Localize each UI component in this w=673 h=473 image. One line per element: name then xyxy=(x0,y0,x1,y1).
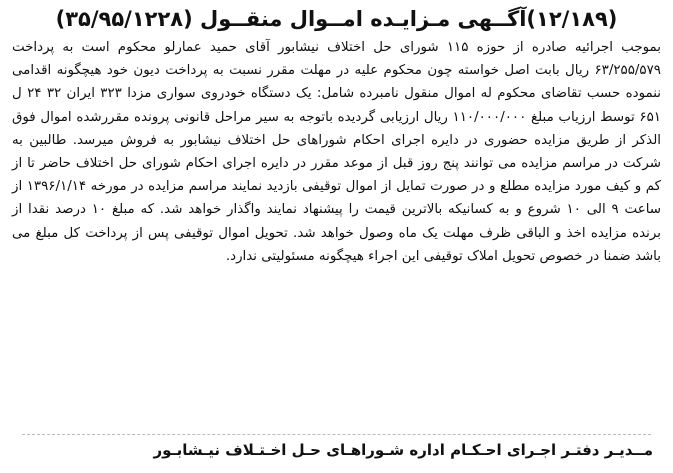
notice-body-text: بموجب اجرائیه صادره از حوزه ۱۱۵ شورای حل اختلاف نیشابور آقای حمید عمارلو محکوم است به پرداخت ۶۳/۲۵۵/۵۷۹ ریال بابت اصل خواسته چون محکوم علیه در مهلت مقرر نسبت به پرداخت دیون خود هیچگونه اقدامی ننموده حسب تقاضای محکوم له اموال منقول نامبرده شامل: یک دستگاه خودروی سواری مزدا ۳۲۳ ایران ۳۲ ۲۴ ل ۶۵۱ توسط ارزیاب مبلغ ۱۱۰/۰۰۰/۰۰۰ ریال ارزیابی گردیده باتوجه به سیر مراحل قانونی پرونده مقررشده اموال فوق الذکر از طریق مزایده حضوری در دایره اجرای احکام شوراهای حل اختلاف نیشابور به فروش میرسد. طالبین به شرکت در مراسم مزایده می توانند پنج روز قبل از موعد مقرر در دایره اجرای احکام شورای حل اختلاف حاضر تا از کم و کیف مورد مزایده مطلع و در صورت تمایل از اموال توقیفی بازدید نمایند مراسم مزایده در مورخه ۱۳۹۶/۱/۱۴ از ساعت ۹ الی ۱۰ شروع و به کسانیکه بالاترین قیمت را پیشنهاد نمایند واگذار خواهد شد. که مبلغ ۱۰ درصد نقدا از برنده مزایده اخذ و الباقی ظرف مهلت یک ماه وصول خواهد شد. تحویل اموال توقیفی پس از پرداخت کل مبلغ می باشد ضمنا در خصوص تحویل املاک توقیفی این اجراء هیچگونه مسئولیتی ندارد. xyxy=(12,40,662,264)
signature-divider xyxy=(22,434,651,435)
notice-signature: مــدیـر دفتـر اجـرای احـکـام اداره شـوراهـای حـل اخـتـلاف نیـشابـور xyxy=(153,441,653,459)
legal-notice xyxy=(8,4,665,469)
notice-title: (۱۲/۱۸۹)آگــهی مـزایـده امــوال منقــول (۳۵/۹۵/۱۲۲۸) xyxy=(55,7,618,31)
